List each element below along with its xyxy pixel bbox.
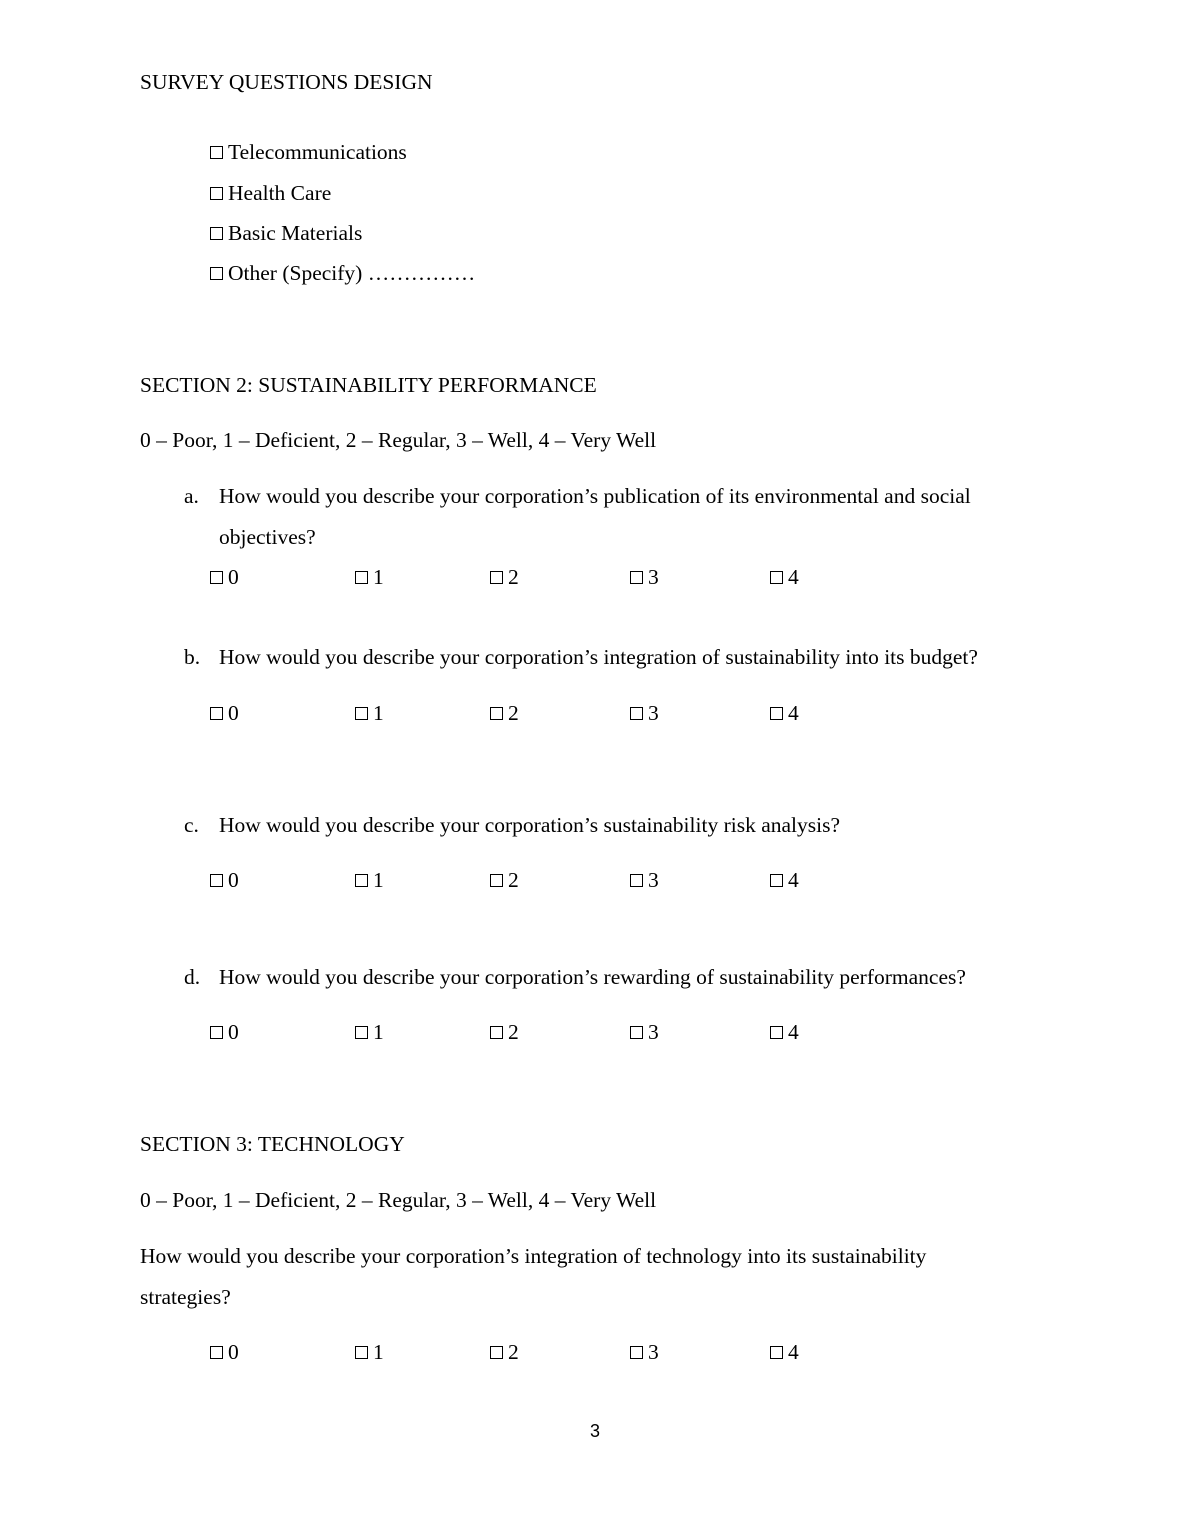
rating-option-1[interactable] [355, 1022, 384, 1044]
rating-option-4[interactable] [770, 870, 799, 892]
checkbox[interactable] [210, 707, 223, 720]
checkbox[interactable] [210, 267, 223, 280]
checkbox[interactable] [630, 1026, 643, 1039]
rating-option-4[interactable] [770, 703, 799, 725]
question-c-letter: c. [184, 813, 199, 837]
checkbox[interactable] [770, 874, 783, 887]
rating-option-3[interactable] [630, 1342, 659, 1364]
checkbox[interactable] [770, 1026, 783, 1039]
rating-option-1[interactable] [355, 703, 384, 725]
page-number: 3 [589, 1421, 600, 1441]
rating-label: 2 [508, 565, 519, 589]
section-2-title: SECTION 2: SUSTAINABILITY PERFORMANCE [140, 373, 597, 397]
page-header-title: SURVEY QUESTIONS DESIGN [140, 70, 433, 94]
checkbox[interactable] [210, 571, 223, 584]
question-a-letter: a. [184, 484, 199, 508]
checkbox[interactable] [355, 1346, 368, 1359]
checkbox[interactable] [210, 187, 223, 200]
rating-option-2[interactable] [490, 703, 519, 725]
checkbox[interactable] [355, 707, 368, 720]
checkbox[interactable] [210, 146, 223, 159]
option-label: Health Care [228, 181, 332, 205]
checkbox[interactable] [355, 1026, 368, 1039]
option-label: Basic Materials [228, 221, 363, 245]
question-d-text-line1: How would you describe your corporation’s rewarding of sustainability performances? [219, 965, 966, 989]
rating-label: 3 [648, 1020, 659, 1044]
rating-label: 2 [508, 1020, 519, 1044]
rating-option-2[interactable] [490, 567, 519, 589]
rating-label: 0 [228, 701, 239, 725]
rating-option-0[interactable] [210, 1022, 239, 1044]
checkbox[interactable] [630, 571, 643, 584]
rating-option-4[interactable] [770, 1022, 799, 1044]
rating-label: 1 [373, 1340, 384, 1364]
rating-label: 2 [508, 1340, 519, 1364]
rating-label: 4 [788, 1340, 799, 1364]
rating-label: 0 [228, 565, 239, 589]
checkbox[interactable] [210, 227, 223, 240]
section-3-question-line2: strategies? [140, 1285, 231, 1309]
rating-option-4[interactable] [770, 1342, 799, 1364]
checkbox[interactable] [770, 707, 783, 720]
rating-option-3[interactable] [630, 1022, 659, 1044]
rating-option-2[interactable] [490, 1022, 519, 1044]
rating-label: 4 [788, 868, 799, 892]
checkbox[interactable] [355, 874, 368, 887]
checkbox[interactable] [490, 1346, 503, 1359]
checkbox[interactable] [355, 571, 368, 584]
rating-label: 4 [788, 1020, 799, 1044]
rating-option-0[interactable] [210, 567, 239, 589]
rating-option-0[interactable] [210, 703, 239, 725]
rating-label: 3 [648, 565, 659, 589]
industry-option-basic-materials[interactable] [210, 223, 362, 245]
checkbox[interactable] [210, 1026, 223, 1039]
question-a-text-line2: objectives? [219, 525, 316, 549]
rating-option-3[interactable] [630, 567, 659, 589]
checkbox[interactable] [630, 874, 643, 887]
rating-label: 3 [648, 868, 659, 892]
rating-label: 4 [788, 565, 799, 589]
checkbox[interactable] [210, 1346, 223, 1359]
checkbox[interactable] [770, 1346, 783, 1359]
section-3-scale: 0 – Poor, 1 – Deficient, 2 – Regular, 3 – Well, 4 – Very Well [140, 1188, 657, 1212]
option-label: Other (Specify) …………… [228, 261, 476, 285]
rating-label: 0 [228, 1020, 239, 1044]
question-d-letter: d. [184, 965, 201, 989]
industry-option-telecommunications[interactable] [210, 142, 407, 164]
rating-label: 1 [373, 868, 384, 892]
rating-option-2[interactable] [490, 870, 519, 892]
rating-label: 2 [508, 701, 519, 725]
industry-option-other[interactable] [210, 263, 475, 285]
checkbox[interactable] [490, 571, 503, 584]
rating-label: 1 [373, 701, 384, 725]
checkbox[interactable] [630, 707, 643, 720]
rating-label: 1 [373, 565, 384, 589]
rating-option-3[interactable] [630, 703, 659, 725]
checkbox[interactable] [490, 1026, 503, 1039]
question-c-text-line1: How would you describe your corporation’s sustainability risk analysis? [219, 813, 841, 837]
rating-option-2[interactable] [490, 1342, 519, 1364]
rating-label: 1 [373, 1020, 384, 1044]
rating-option-1[interactable] [355, 870, 384, 892]
rating-option-1[interactable] [355, 1342, 384, 1364]
rating-option-0[interactable] [210, 1342, 239, 1364]
question-a-text-line1: How would you describe your corporation’s publication of its environmental and social [219, 484, 971, 508]
section-3-title: SECTION 3: TECHNOLOGY [140, 1132, 405, 1156]
checkbox[interactable] [490, 707, 503, 720]
rating-label: 2 [508, 868, 519, 892]
section-3-question-line1: How would you describe your corporation’s integration of technology into its sustainability [140, 1244, 927, 1268]
rating-label: 3 [648, 701, 659, 725]
rating-label: 0 [228, 868, 239, 892]
rating-option-4[interactable] [770, 567, 799, 589]
question-b-text-line1: How would you describe your corporation’s integration of sustainability into its budget? [219, 645, 978, 669]
checkbox[interactable] [770, 571, 783, 584]
rating-label: 3 [648, 1340, 659, 1364]
checkbox[interactable] [210, 874, 223, 887]
rating-option-1[interactable] [355, 567, 384, 589]
rating-option-3[interactable] [630, 870, 659, 892]
rating-option-0[interactable] [210, 870, 239, 892]
rating-label: 4 [788, 701, 799, 725]
rating-label: 0 [228, 1340, 239, 1364]
industry-option-health-care[interactable] [210, 183, 331, 205]
section-2-scale: 0 – Poor, 1 – Deficient, 2 – Regular, 3 – Well, 4 – Very Well [140, 428, 657, 452]
checkbox[interactable] [630, 1346, 643, 1359]
option-label: Telecommunications [228, 140, 407, 164]
checkbox[interactable] [490, 874, 503, 887]
question-b-letter: b. [184, 645, 201, 669]
